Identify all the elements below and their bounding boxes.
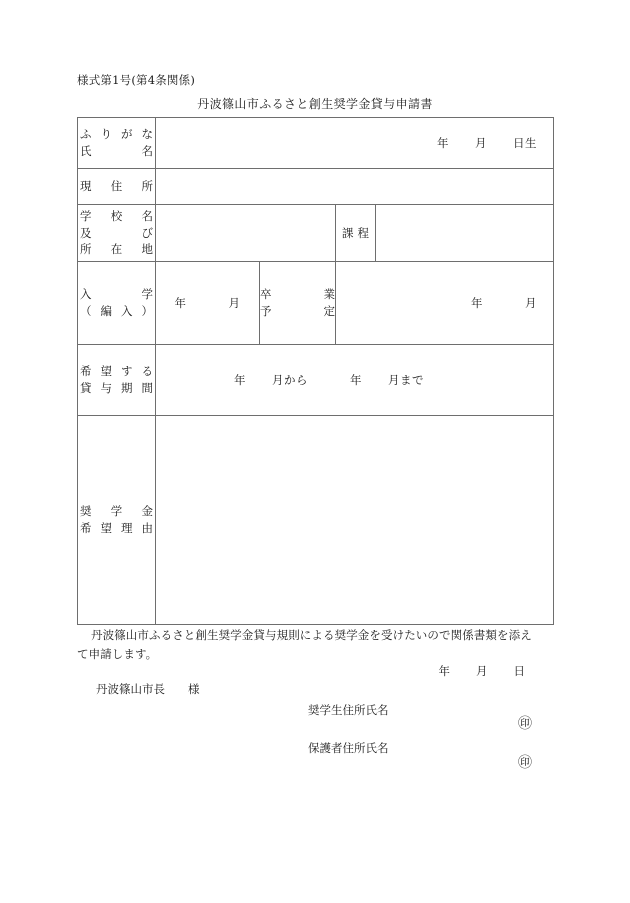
addressee-line: 丹波篠山市長 様 <box>96 682 200 696</box>
row-label-school-l3: 所在地 <box>80 242 153 257</box>
address-input-cell[interactable] <box>156 169 554 205</box>
birth-day-label: 日生 <box>513 136 537 150</box>
period-hint <box>156 372 553 388</box>
row-label-reason-l2: 希望理由 <box>80 521 153 535</box>
table-row-period <box>78 345 554 416</box>
student-seal-icon: ㊞ <box>518 716 532 732</box>
row-label-period-l1: 希望する <box>80 364 153 379</box>
school-name-input-cell[interactable] <box>156 205 336 262</box>
name-input-cell[interactable] <box>156 118 554 169</box>
graduation-year-label: 年 <box>471 296 483 310</box>
period-from-year-label: 年 <box>234 373 246 387</box>
period-to-month-label: 月まで <box>388 373 424 387</box>
guardian-seal-icon: ㊞ <box>518 755 532 771</box>
table-row-address <box>78 169 554 205</box>
row-label-reason-l1: 奨学金 <box>80 504 153 519</box>
birth-year-label: 年 <box>437 136 449 150</box>
row-label-enrollment <box>78 262 156 345</box>
birthdate-hint <box>156 135 553 151</box>
period-input-cell[interactable] <box>156 345 554 416</box>
student-signature-label[interactable]: 奨学生住所氏名 <box>308 703 389 717</box>
table-row-name <box>78 118 554 169</box>
graduation-char-yo: 予 <box>260 304 324 318</box>
birth-month-label: 月 <box>475 136 487 150</box>
submission-year-label: 年 <box>438 664 450 678</box>
row-label-enrollment-l2: （編入） <box>80 304 153 318</box>
reason-input-cell[interactable] <box>156 416 554 625</box>
graduation-label-line2 <box>260 303 335 320</box>
enrollment-date-hint <box>156 295 259 311</box>
graduation-month-label: 月 <box>525 296 537 310</box>
row-label-name-furigana: ふりがな <box>80 127 153 142</box>
graduation-expected-label-cell <box>260 262 336 345</box>
submission-date-line[interactable] <box>77 663 553 679</box>
row-label-period <box>78 345 156 416</box>
row-label-enrollment-l1: 入 学 <box>80 287 153 302</box>
application-statement <box>77 626 553 664</box>
row-label-school-l2: 及 び <box>80 225 153 240</box>
guardian-signature-label[interactable]: 保護者住所氏名 <box>308 741 389 755</box>
application-statement-line1: 丹波篠山市ふるさと創生奨学金貸与規則による奨学金を受けたいので関係書類を添え <box>91 628 532 642</box>
graduation-date-hint <box>336 295 553 311</box>
graduation-char-sotsu: 卒 <box>260 286 324 301</box>
submission-month-label: 月 <box>476 664 488 678</box>
table-row-school <box>78 205 554 262</box>
submission-day-label: 日 <box>513 664 525 678</box>
enrollment-month-label: 月 <box>228 296 241 310</box>
graduation-label-line1 <box>260 286 335 303</box>
row-label-name <box>78 118 156 169</box>
enrollment-date-cell[interactable] <box>156 262 260 345</box>
table-row-enrollment <box>78 262 554 345</box>
row-label-reason <box>78 416 156 625</box>
row-label-school-l1: 学校名 <box>80 208 153 223</box>
course-input-cell[interactable] <box>376 205 554 262</box>
application-form-table <box>77 117 554 625</box>
graduation-date-cell[interactable] <box>336 262 554 345</box>
period-to-year-label: 年 <box>350 373 362 387</box>
document-title: 丹波篠山市ふるさと創生奨学金貸与申請書 <box>197 97 433 111</box>
form-number: 様式第1号(第4条関係) <box>77 73 196 87</box>
enrollment-year-label: 年 <box>174 296 187 310</box>
period-from-month-label: 月から <box>272 373 308 387</box>
row-label-address-text: 現住所 <box>80 179 153 194</box>
row-label-address <box>78 169 156 205</box>
graduation-char-gyou: 業 <box>323 286 335 301</box>
row-label-period-l2: 貸与期間 <box>80 381 153 395</box>
course-label-cell: 課程 <box>336 205 376 262</box>
graduation-char-tei: 定 <box>323 304 335 318</box>
application-statement-line2: て申請します。 <box>77 646 158 661</box>
row-label-school <box>78 205 156 262</box>
table-row-reason <box>78 416 554 625</box>
row-label-name-shimei: 氏 名 <box>80 144 153 158</box>
